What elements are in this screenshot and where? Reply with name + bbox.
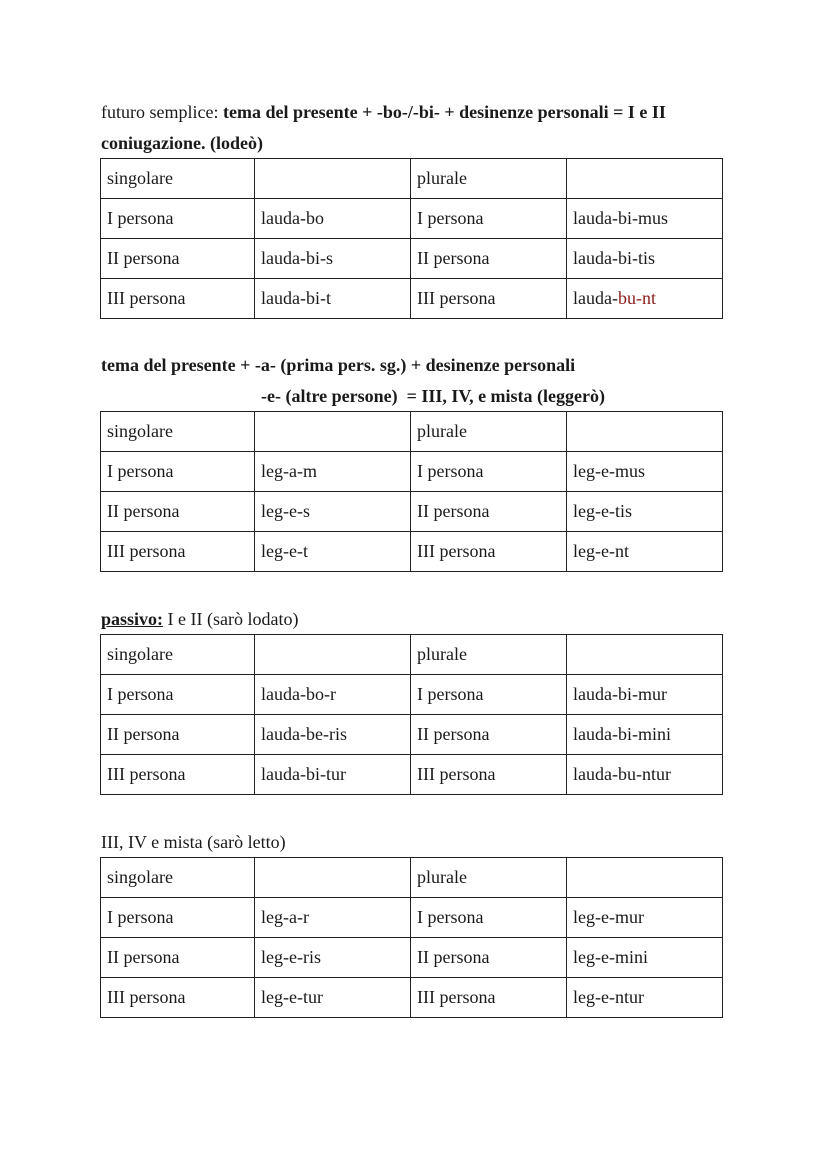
header-empty [255,412,411,452]
form-cell: leg-e-ris [255,938,411,978]
header-singolare: singolare [101,635,255,675]
person-cell: I persona [101,898,255,938]
person-cell: II persona [411,938,567,978]
form-cell: leg-e-s [255,492,411,532]
person-cell: III persona [101,279,255,319]
header-empty [255,159,411,199]
header-empty [567,635,723,675]
person-cell: III persona [101,978,255,1018]
table-row [101,239,723,279]
section2-line2 [261,383,605,410]
section1-rule: tema del presente + -bo-/-bi- + desinenze personali = I e II [222,102,666,122]
table-row [101,898,723,938]
person-cell: III persona [101,755,255,795]
person-cell: III persona [101,532,255,572]
form-cell: leg-a-m [255,452,411,492]
table-row [101,532,723,572]
person-cell: I persona [411,675,567,715]
section1-label: futuro semplice: [101,102,223,122]
form-cell [567,279,723,319]
header-empty [255,858,411,898]
table-row [101,199,723,239]
person-cell: II persona [101,239,255,279]
passive-subtitle: I e II (sarò lodato) [163,609,299,629]
header-empty [567,858,723,898]
person-cell: III persona [411,755,567,795]
form-cell: lauda-bu-ntur [567,755,723,795]
table-row [101,938,723,978]
form-cell: lauda-bo-r [255,675,411,715]
form-cell: leg-e-tur [255,978,411,1018]
header-singolare: singolare [101,858,255,898]
section1-line1 [101,99,666,126]
person-cell: I persona [101,675,255,715]
header-singolare: singolare [101,159,255,199]
table-row [101,279,723,319]
table-header-row [101,159,723,199]
form-irregular-ending: bu-nt [617,288,656,308]
table-row [101,675,723,715]
table-row [101,452,723,492]
person-cell: I persona [101,199,255,239]
person-cell: I persona [411,898,567,938]
header-empty [567,159,723,199]
form-cell: lauda-bi-t [255,279,411,319]
table-header-row [101,635,723,675]
section3-heading [101,606,298,633]
conjugation-table-active-1-2 [100,158,723,319]
form-cell: lauda-bo [255,199,411,239]
form-cell: lauda-bi-mini [567,715,723,755]
form-cell: leg-e-ntur [567,978,723,1018]
header-plurale: plurale [411,159,567,199]
section4-heading: III, IV e mista (sarò letto) [101,832,286,852]
form-cell: lauda-bi-tis [567,239,723,279]
form-cell: leg-e-mus [567,452,723,492]
form-stem: lauda- [573,288,618,308]
person-cell: III persona [411,978,567,1018]
person-cell: II persona [101,492,255,532]
form-cell: leg-e-nt [567,532,723,572]
header-plurale: plurale [411,858,567,898]
form-cell: leg-e-mur [567,898,723,938]
section2-other-persons: -e- (altre persone) [261,386,398,406]
conjugation-table-passive-1-2 [100,634,723,795]
person-cell: II persona [411,239,567,279]
header-plurale: plurale [411,412,567,452]
section1-line2: coniugazione. (lodeò) [101,133,263,153]
conjugation-table-active-3-4 [100,411,723,572]
form-cell: lauda-bi-s [255,239,411,279]
passive-label: passivo: [101,609,164,629]
table-header-row [101,858,723,898]
section2-rule: = III, IV, e mista (leggerò) [406,386,606,406]
conjugation-table-passive-3-4 [100,857,723,1018]
table-header-row [101,412,723,452]
form-cell: leg-a-r [255,898,411,938]
form-cell: lauda-bi-mur [567,675,723,715]
form-cell: lauda-bi-mus [567,199,723,239]
person-cell: I persona [411,452,567,492]
person-cell: II persona [411,492,567,532]
table-row [101,978,723,1018]
table-row [101,755,723,795]
header-plurale: plurale [411,635,567,675]
header-singolare: singolare [101,412,255,452]
form-cell: leg-e-mini [567,938,723,978]
person-cell: II persona [411,715,567,755]
person-cell: I persona [411,199,567,239]
person-cell: II persona [101,715,255,755]
table-row [101,715,723,755]
form-cell: leg-e-tis [567,492,723,532]
section2-line1: tema del presente + -a- (prima pers. sg.) + desinenze personali [101,355,576,375]
person-cell: I persona [101,452,255,492]
header-empty [255,635,411,675]
form-cell: leg-e-t [255,532,411,572]
person-cell: II persona [101,938,255,978]
table-row [101,492,723,532]
form-cell: lauda-bi-tur [255,755,411,795]
form-cell: lauda-be-ris [255,715,411,755]
person-cell: III persona [411,279,567,319]
person-cell: III persona [411,532,567,572]
header-empty [567,412,723,452]
